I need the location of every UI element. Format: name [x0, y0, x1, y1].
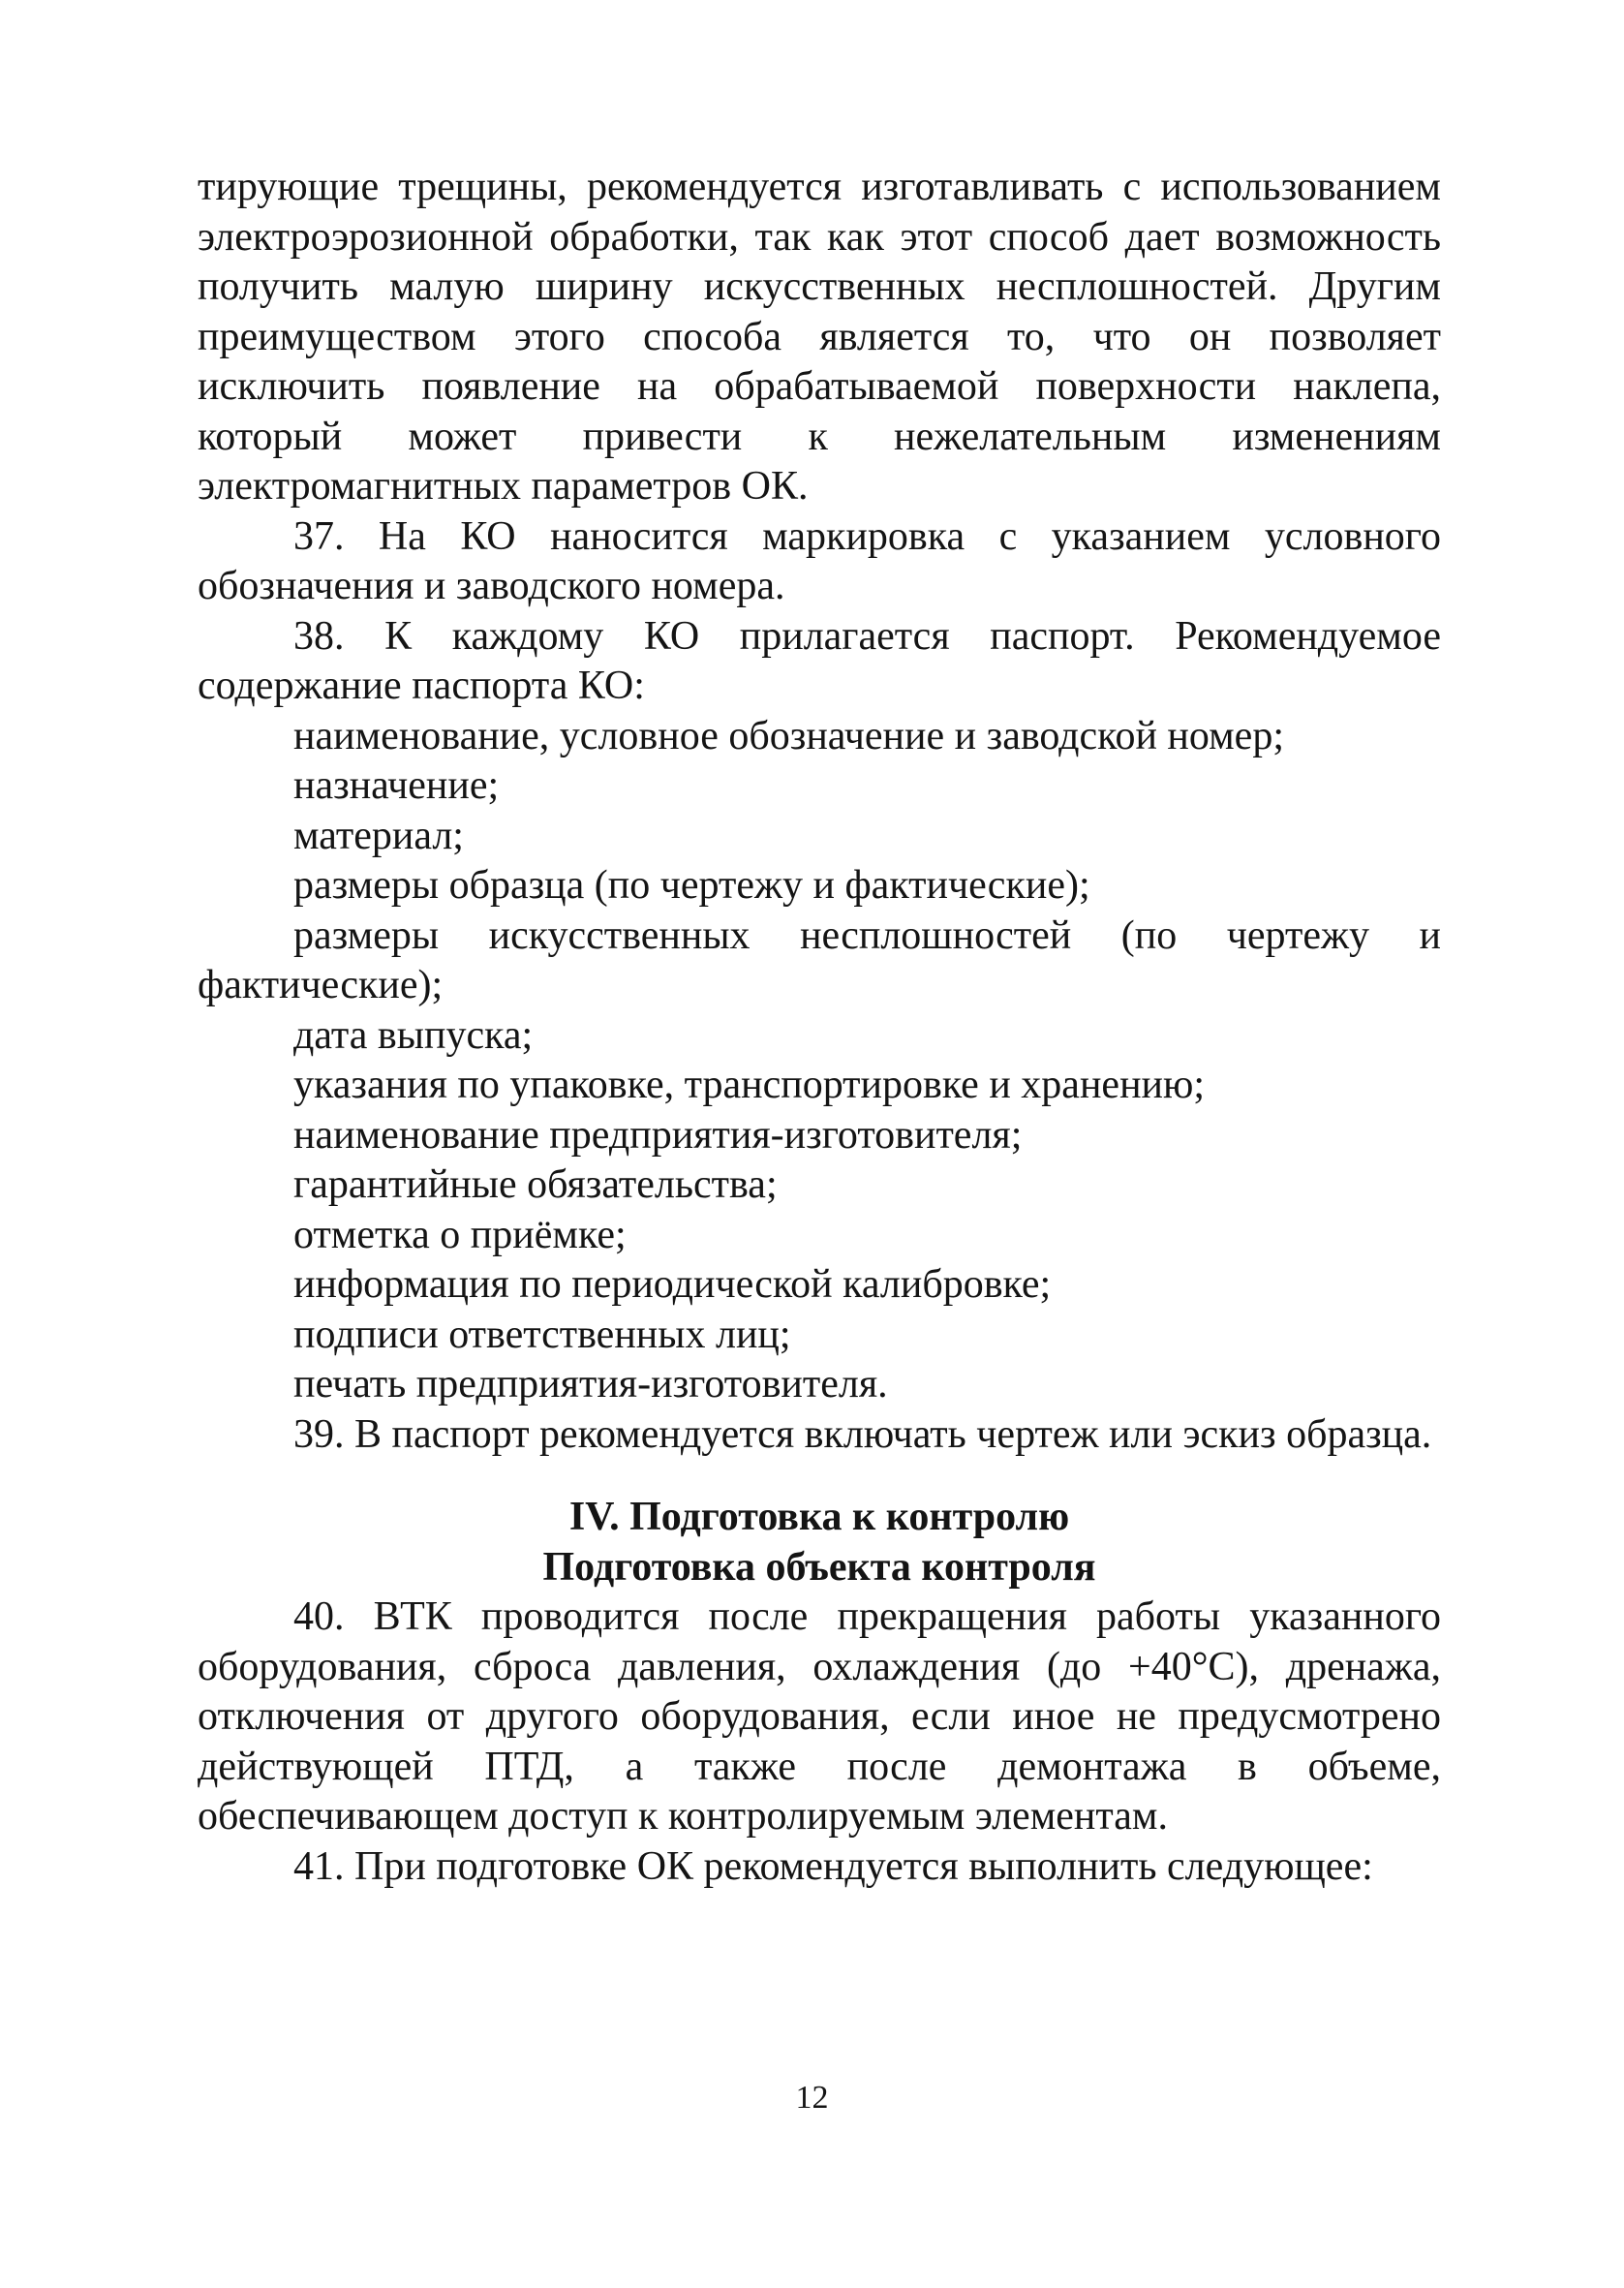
paragraph-39: 39. В паспорт рекомендуется включать чертеж или эскиз образца.: [293, 1411, 1432, 1457]
passport-item: наименование предприятия-изготовителя;: [293, 1112, 1023, 1158]
passport-item: дата выпуска;: [293, 1012, 534, 1058]
passport-item: информация по периодической калибровке;: [293, 1262, 1052, 1307]
paragraph-40: 40. ВТК проводится после прекращения работы указанного оборудования, сброса давления, охлаждения (до +40°С), дренажа, отключения от другого оборудования, если иное не предусмотрено действующей ПТД, а также после демонтажа в объеме, обеспечивающем доступ к контролируемым элементам.: [198, 1594, 1441, 1839]
section-title: IV. Подготовка к контролю: [568, 1495, 1070, 1539]
paragraph-41: 41. При подготовке ОК рекомендуется выполнить следующее:: [293, 1843, 1373, 1889]
passport-item: назначение;: [293, 763, 500, 808]
passport-item: гарантийные обязательства;: [293, 1162, 778, 1207]
passport-item: указания по упаковке, транспортировке и хранению;: [293, 1063, 1206, 1107]
passport-item: размеры искусственных несплошностей (по чертежу и фактические);: [198, 912, 1441, 1007]
paragraph-38: 38. К каждому КО прилагается паспорт. Рекомендуемое содержание паспорта КО:: [198, 613, 1441, 708]
passport-item: наименование, условное обозначение и заводской номер;: [293, 713, 1284, 758]
passport-item: отметка о приёмке;: [293, 1212, 627, 1257]
paragraph-continuation: тирующие трещины, рекомендуется изготавливать с использованием электроэрозионной обработки, так как этот способ дает возможность получить малую ширину искусственных несплошностей. Другим преимуществом этого способа является то, что он позволяет исключить появление на обрабатываемой поверхности наклепа, который может привести к нежелательным изменениям электромагнитных параметров ОК.: [198, 165, 1441, 509]
passport-item: подписи ответственных лиц;: [293, 1312, 791, 1357]
section-gap: [198, 1460, 1441, 1493]
subsection-title: Подготовка объекта контроля: [542, 1544, 1096, 1590]
passport-item: печать предприятия-изготовителя.: [293, 1362, 888, 1407]
passport-item: материал;: [293, 813, 464, 858]
text-column: [198, 163, 1441, 1892]
paragraph-37: 37. На КО наносится маркировка с указанием условного обозначения и заводского номера.: [198, 513, 1441, 608]
page-number: 12: [795, 2080, 829, 2116]
passport-item: размеры образца (по чертежу и фактические);: [293, 863, 1090, 908]
